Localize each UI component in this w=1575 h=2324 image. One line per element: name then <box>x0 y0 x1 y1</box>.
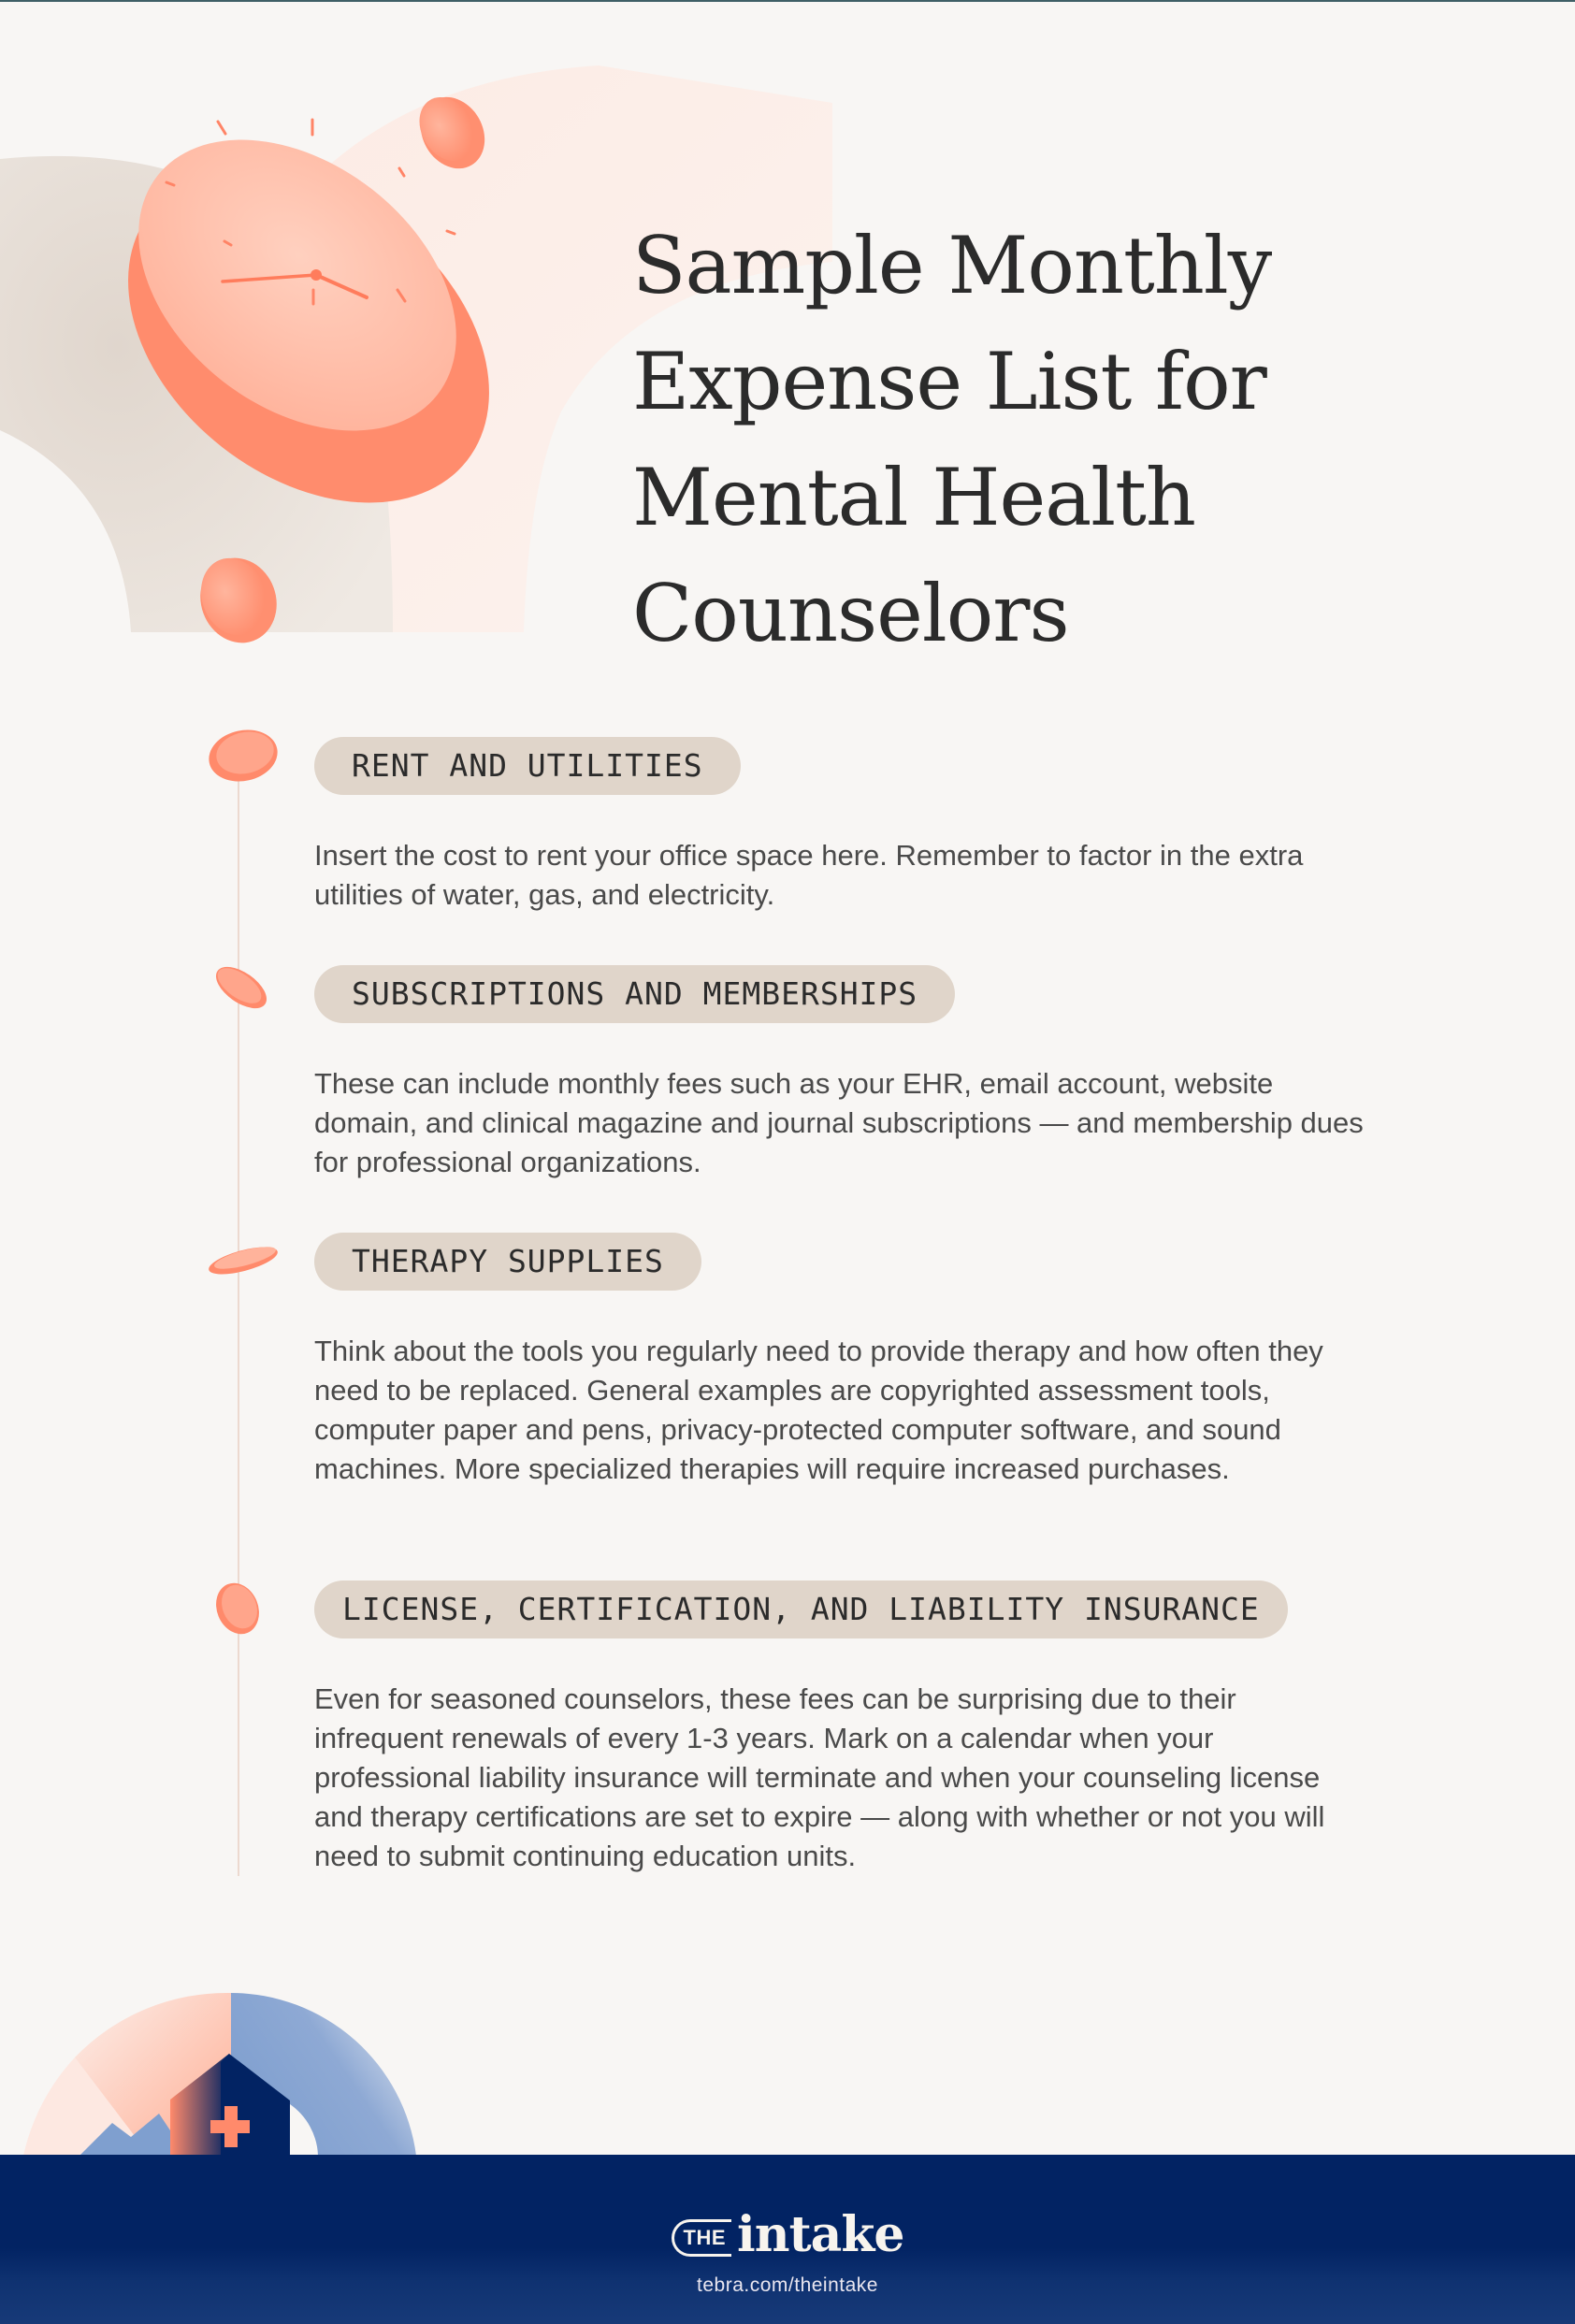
coin-marker-icon <box>210 1581 266 1637</box>
coin-marker-icon <box>210 963 273 1012</box>
section-heading: THERAPY SUPPLIES <box>314 1233 701 1291</box>
timeline-line <box>238 776 239 1876</box>
footer <box>0 2155 1575 2324</box>
footer-url-link[interactable]: tebra.com/theintake <box>697 2274 878 2296</box>
title-line: Expense List for <box>632 336 1266 427</box>
section-body: These can include monthly fees such as your EHR, email account, website domain, and clinical magazine and journal subscriptions — and membership dues for professional organizations. <box>314 1067 1364 1178</box>
logo-intake: intake <box>737 2206 904 2263</box>
coin-marker-icon <box>206 1240 281 1281</box>
section-body: Think about the tools you regularly need to provide therapy and how often they need to be replaced. General examples are copyrighted assessment tools, computer paper and pens, privacy-protected computer software, and sound machines. More specialized therapies will require increased purchases. <box>314 1335 1323 1485</box>
expense-section-therapy-supplies <box>314 1233 1371 1489</box>
medical-house-icon <box>0 1964 524 2156</box>
section-body: Even for seasoned counselors, these fees can be surprising due to their infrequent renewals of every 1-3 years. Mark on a calendar when your professional liability insurance will terminate and when your counseling license and therapy certifications are set to expire — along with whether or not you will need to submit continuing education units. <box>314 1682 1325 1872</box>
expense-section-license-insurance <box>314 1581 1371 1876</box>
expense-section-rent <box>314 737 1371 915</box>
title-line: Mental Health <box>632 452 1195 543</box>
title-line: Sample Monthly <box>632 220 1272 311</box>
section-heading: RENT AND UTILITIES <box>314 737 741 795</box>
title-line: Counselors <box>632 568 1069 659</box>
page-title <box>632 208 1399 671</box>
the-intake-logo[interactable] <box>0 2206 1575 2263</box>
medical-house-illustration <box>0 1964 524 2156</box>
section-heading: LICENSE, CERTIFICATION, AND LIABILITY INSURANCE <box>314 1581 1288 1638</box>
section-heading: SUBSCRIPTIONS AND MEMBERSHIPS <box>314 965 955 1023</box>
section-body: Insert the cost to rent your office space here. Remember to factor in the extra utilities of water, gas, and electricity. <box>314 839 1304 911</box>
coin-marker-icon <box>208 728 281 784</box>
logo-the: THE <box>672 2219 732 2257</box>
expense-section-subscriptions <box>314 965 1371 1182</box>
